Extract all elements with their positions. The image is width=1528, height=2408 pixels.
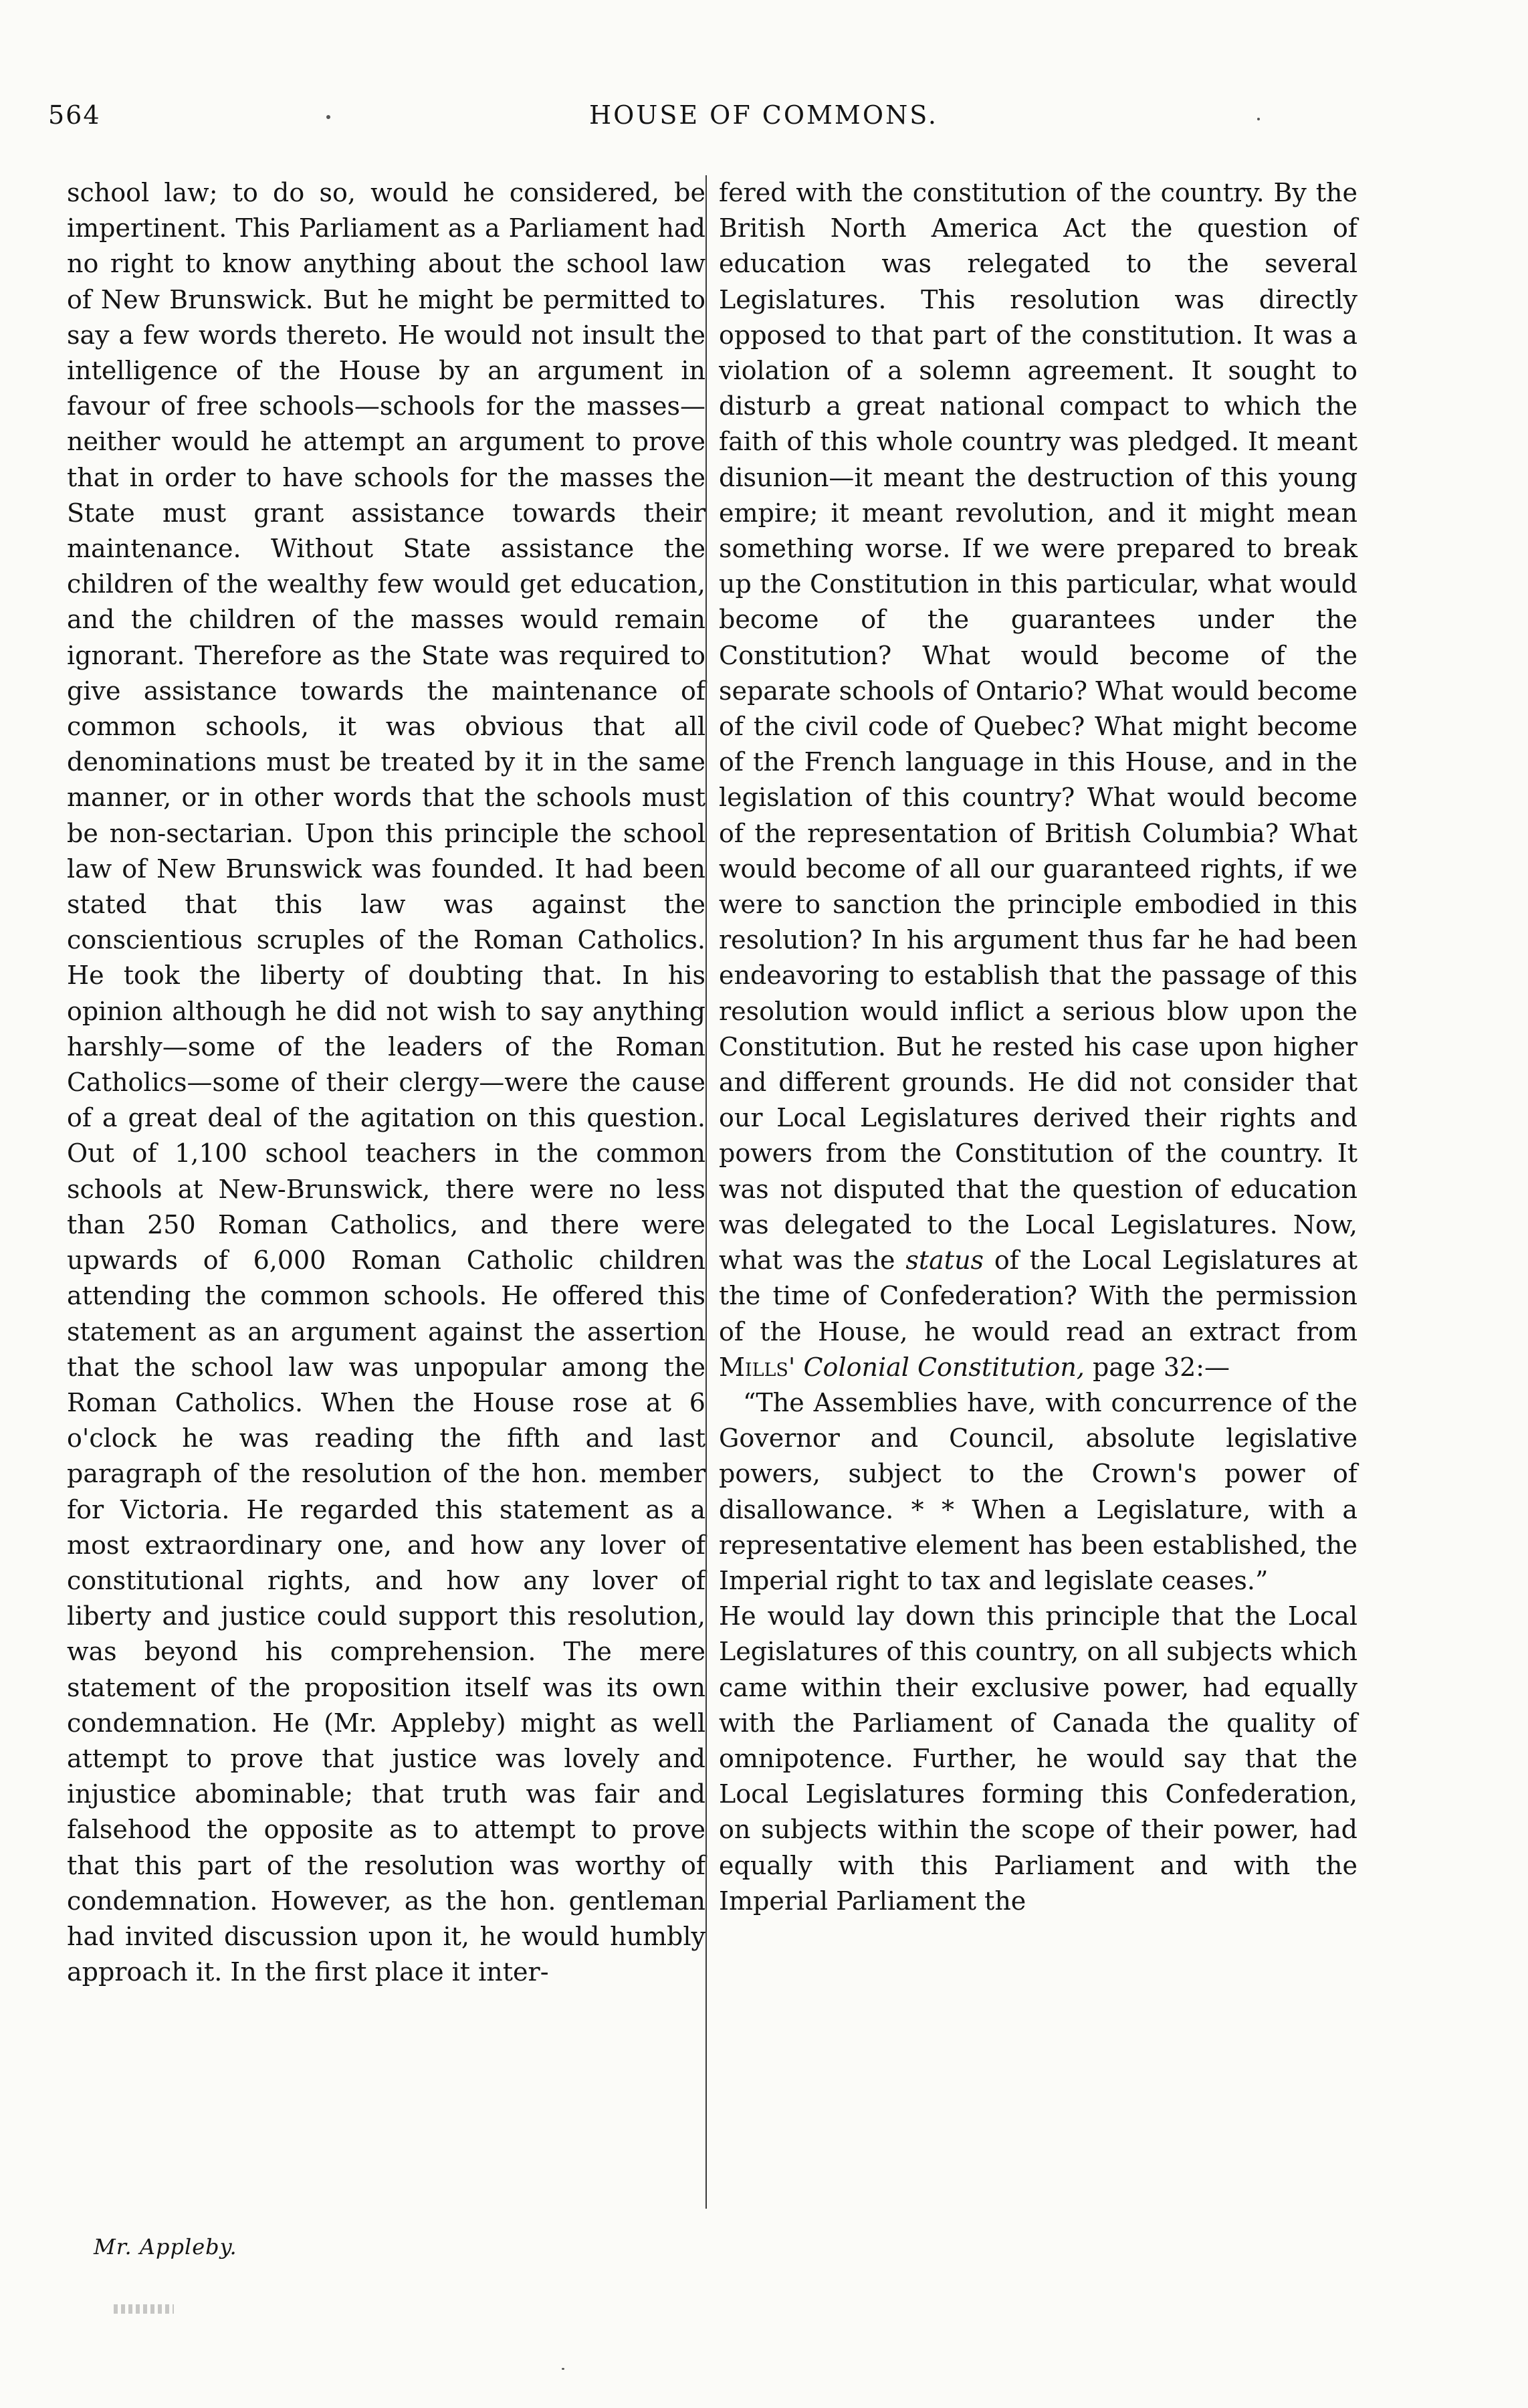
print-speck [326,115,330,119]
page-number: 564 [48,100,101,130]
paragraph-text: of the Local Legislatures at the time of Confederation? With the permission of the House, he would read an extract from [719,1245,1357,1346]
right-column [719,175,1357,1919]
print-speck [562,2368,564,2370]
block-quote: “The Assemblies have, with concurrence of the Governor and Council, absolute legislative powers, subject to the Crown's power of disallowance. * * When a Legislature, with a representative element has been established, the Imperial right to tax and legislate ceases.” [719,1387,1357,1595]
right-column-paragraph-1 [719,175,1357,1385]
italic-term: status [905,1245,984,1276]
print-speck [1257,118,1260,120]
paragraph-text: page 32:— [1093,1352,1230,1382]
speaker-signature: Mr. Appleby. [94,2234,237,2260]
book-title: Colonial Constitution, [803,1352,1085,1382]
column-divider [705,175,707,2209]
page-header [48,100,1479,147]
ink-smudge [114,2304,174,2314]
paragraph-text: fered with the constitution of the country. By the British North America Act the question of education was relegated to the several Legislatures. This resolution was directly opposed to that part of the constitution. It was a violation of a solemn agreement. It sought to disturb a great national compact to which the faith of this whole country was pledged. It meant disunion—it meant the destruction of this young empire; it meant revolution, and it might mean something worse. If we were prepared to break up the Constitution in this particular, what would become of the guarantees under the Constitution? What would become of the separate schools of Ontario? What would become of the civil code of Quebec? What might become of the French language in this House, and in the legislation of this country? What would become of the representation of British Columbia? What would become of all our guaranteed rights, if we were to sanction the principle embodied in this resolution? In his argument thus far he had been endeavoring to establish that the passage of this resolution would inflict a serious blow upon the Constitution. But he rested his case upon higher and different grounds. He did not consider that our Local Legislatures derived their rights and powers from the Constitution of the country. It was not disputed that the question of education was delegated to the Local Legislatures. Now, what was the [719,178,1357,1276]
left-column [67,175,705,1990]
author-name: Mills' [719,1352,796,1382]
right-column-paragraph-2: He would lay down this principle that the Local Legislatures of this country, on all subjects which came within their exclusive power, had equally with the Parliament of Canada the quality of omnipotence. Further, he would say that the Local Legislatures forming this Confederation, on subjects within the scope of their power, had equally with this Parliament and with the Imperial Parliament the [719,1601,1357,1916]
running-head: HOUSE OF COMMONS. [589,100,938,130]
left-column-text: school law; to do so, would he considered, be impertinent. This Parliament as a Parliament had no right to know anything about the school law of New Brunswick. But he might be permitted to say a few words thereto. He would not insult the intelligence of the House by an argument in favour of free schools—schools for the masses—neither would he attempt an argument to prove that in order to have schools for the masses the State must grant assistance towards their maintenance. Without State assistance the children of the wealthy few would get education, and the children of the masses would remain ignorant. Therefore as the State was required to give assistance towards the maintenance of common schools, it was obvious that all denominations must be treated by it in the same manner, or in other words that the schools must be non-sectarian. Upon this principle the school law of New Brunswick was founded. It had been stated that this law was against the conscientious scruples of the Roman Catholics. He took the liberty of doubting that. In his opinion although he did not wish to say anything harshly—some of the leaders of the Roman Catholics—some of their clergy—were the cause of a great deal of the agitation on this question. Out of 1,100 school teachers in the common schools at New-Brunswick, there were no less than 250 Roman Catholics, and there were upwards of 6,000 Roman Catholic children attending the common schools. He offered this statement as an argument against the assertion that the school law was unpopular among the Roman Catholics. When the House rose at 6 o'clock he was reading the fifth and last paragraph of the resolution of the hon. member for Victoria. He regarded this statement as a most extraordinary one, and how any lover of constitutional rights, and how any lover of liberty and justice could support this resolution, was beyond his comprehension. The mere statement of the proposition itself was its own condemnation. He (Mr. Appleby) might as well attempt to prove that justice was lovely and injustice abominable; that truth was fair and falsehood the opposite as to attempt to prove that this part of the resolution was worthy of condemnation. However, as the hon. gentleman had invited discussion upon it, he would humbly approach it. In the first place it inter- [67,178,705,1987]
